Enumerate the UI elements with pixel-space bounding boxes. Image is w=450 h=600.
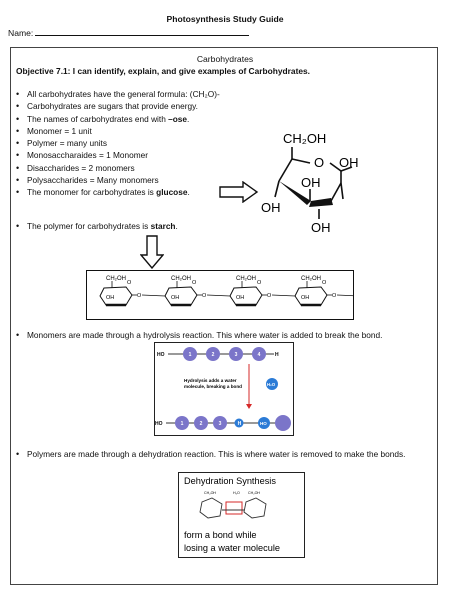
bullet-text-post: . xyxy=(175,221,178,231)
glucose-oh-center: OH xyxy=(301,175,321,190)
bullet-text: Polymers are made through a dehydration reaction. This is where water is removed to make the bonds. xyxy=(27,449,406,459)
hydrolysis-ho-top: HO xyxy=(157,352,165,358)
bullet-glucose xyxy=(16,186,226,198)
starch-link-o: O xyxy=(202,293,207,299)
glucose-ch2oh: CH₂OH xyxy=(283,131,327,146)
hydrolysis-ho-bottom: HO xyxy=(155,421,163,427)
dehydration-water: H₂O xyxy=(233,491,240,495)
starch-oh: OH xyxy=(301,295,310,301)
monomer-label: 2 xyxy=(199,421,203,427)
starch-link-o: O xyxy=(137,293,142,299)
glucose-oh-right: OH xyxy=(339,155,359,170)
bullet-formula xyxy=(16,88,226,100)
bullet-ose xyxy=(16,113,226,125)
bullet-text-pre: The names of carbohydrates end with xyxy=(27,113,169,124)
bullet-starch xyxy=(16,221,178,232)
name-line[interactable] xyxy=(35,27,249,36)
starch-chain xyxy=(86,270,354,320)
starch-oh: OH xyxy=(236,295,245,301)
monomer-label: 1 xyxy=(188,352,192,358)
bullet-sugars xyxy=(16,100,226,112)
bullet-text-pre: The polymer for carbohydrates is xyxy=(27,221,151,231)
section-title: Carbohydrates xyxy=(196,54,254,64)
glucose-ring-o: O xyxy=(314,155,325,170)
hydrolysis-caption-1: Hydrolysis adds a water xyxy=(184,378,237,383)
page-title: Photosynthesis Study Guide xyxy=(166,14,284,24)
bullet-text: All carbohydrates have the general formula: (CH₂O)- xyxy=(27,89,220,99)
bullet-polysaccharides xyxy=(16,174,226,186)
monomer-label: 3 xyxy=(218,421,222,427)
starch-ch2oh: CH₂OH xyxy=(171,276,191,282)
monomer-label: 2 xyxy=(211,352,215,358)
starch-ring-o: O xyxy=(322,280,327,286)
bullet-text: Polymer = many units xyxy=(27,138,108,149)
bullet-text-post: . xyxy=(187,187,190,198)
bullet-bold: starch xyxy=(150,221,176,231)
bullet-hydrolysis xyxy=(16,330,447,341)
name-field-row xyxy=(8,27,249,38)
bullet-text: Monosaccharaides = 1 Monomer xyxy=(27,150,149,161)
starch-ch2oh: CH₂OH xyxy=(301,276,321,282)
dehydration-diagram xyxy=(178,472,305,558)
bullet-text: Disaccharides = 2 monomers xyxy=(27,162,135,173)
bullet-text: Polysaccharides = Many monomers xyxy=(27,175,159,186)
glucose-oh-left: OH xyxy=(261,200,281,215)
dehydration-caption-1: form a bond while xyxy=(184,530,257,540)
bullet-text: Monomers are made through a hydrolysis reaction. This where water is added to break the bond. xyxy=(27,330,383,340)
dehydration-ch2oh-right: CH₂OH xyxy=(248,491,260,495)
monomer-label: 1 xyxy=(180,421,184,427)
hydrolysis-diagram xyxy=(154,342,294,436)
starch-ch2oh: CH₂OH xyxy=(236,276,256,282)
dehydration-title: Dehydration Synthesis xyxy=(184,476,276,486)
dehydration-ch2oh-left: CH₂OH xyxy=(204,491,216,495)
hydrolysis-caption-2: molecule, breaking a bond xyxy=(184,384,242,389)
hydrolysis-water: H₂O xyxy=(267,382,276,387)
monomer-label: 4 xyxy=(257,352,261,358)
bullet-text: Carbohydrates are sugars that provide energy. xyxy=(27,101,198,112)
starch-ring-o: O xyxy=(257,280,262,286)
down-arrow-icon xyxy=(140,235,164,269)
starch-ring-o: O xyxy=(127,280,132,286)
bullet-polymer xyxy=(16,137,226,149)
objective: Objective 7.1: I can identify, explain, and give examples of Carbohydrates. xyxy=(16,66,310,76)
hydrolysis-ho-unit: HO xyxy=(260,421,267,426)
glucose-structure xyxy=(255,125,365,237)
right-arrow-icon xyxy=(219,181,259,203)
name-label: Name: xyxy=(8,28,34,38)
bullet-bold: glucose xyxy=(156,187,188,198)
dehydration-caption-2: losing a water molecule xyxy=(184,543,281,553)
bullet-list xyxy=(16,88,226,199)
starch-link-o: O xyxy=(267,293,272,299)
bullet-dehydration xyxy=(16,449,427,460)
starch-link-o: O xyxy=(332,293,337,299)
bullet-text-pre: The monomer for carbohydrates is xyxy=(27,187,157,198)
bullet-text: Monomer = 1 unit xyxy=(27,125,92,136)
starch-ch2oh: CH₂OH xyxy=(106,276,126,282)
glucose-oh-bottom: OH xyxy=(311,220,331,235)
bullet-monomer xyxy=(16,125,226,137)
monomer-label: 3 xyxy=(234,352,238,358)
starch-ring-o: O xyxy=(192,280,197,286)
monomer-unit-4-bottom xyxy=(275,415,291,431)
monomer-label: H xyxy=(237,421,242,427)
bullet-disaccharides xyxy=(16,162,226,174)
starch-oh: OH xyxy=(106,295,115,301)
hydrolysis-h-top: H xyxy=(275,352,279,358)
starch-oh: OH xyxy=(171,295,180,301)
bullet-monosaccharides xyxy=(16,149,226,161)
bullet-text-post: . xyxy=(187,113,190,124)
bullet-bold: –ose xyxy=(168,113,188,124)
